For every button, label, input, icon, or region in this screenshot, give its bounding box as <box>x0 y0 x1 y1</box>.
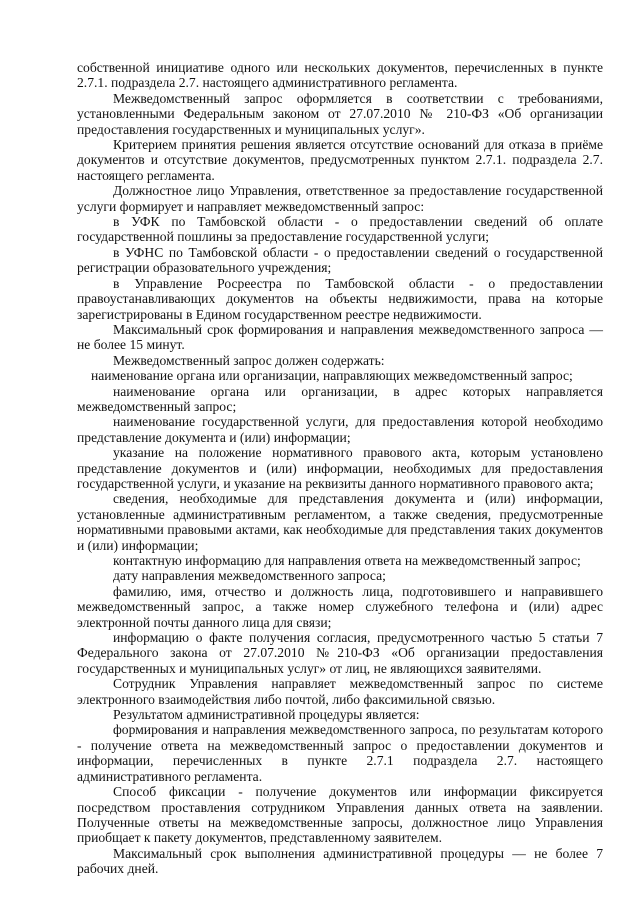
paragraph-3: Критерием принятия решения является отсутствие оснований для отказа в приёме документов и отсутствие документов, предусмотренных пунктом 2.7.1. подраздела 2.7. настоящего регламента. <box>77 137 603 183</box>
paragraph-17: фамилию, имя, отчество и должность лица, подготовившего и направившего межведомственный запрос, а также номер служебного телефона и (или) адрес электронной почты данного лица для связи; <box>77 583 603 630</box>
paragraph-5: в УФК по Тамбовской области - о предоставлении сведений об оплате государственной пошлины за предоставление государственной услуги; <box>77 214 603 245</box>
paragraph-12: наименование государственной услуги, для предоставления которой необходимо представление документа и (или) информации; <box>77 414 603 445</box>
paragraph-19: Сотрудник Управления направляет межведомственный запрос по системе электронного взаимодействия либо почтой, либо факсимильной связью. <box>77 676 603 707</box>
paragraph-7: в Управление Росреестра по Тамбовской области - о предоставлении правоустанавливающих документов на объекты недвижимости, права на которые зарегистрированы в Едином государственном реестре недвижимости. <box>77 275 603 322</box>
paragraph-2: Межведомственный запрос оформляется в соответствии с требованиями, установленными Федеральным законом от 27.07.2010 № 210-ФЗ «Об организации предоставления государственных и муниципальных услуг». <box>77 90 603 137</box>
paragraph-23: Максимальный срок выполнения административной процедуры — не более 7 рабочих дней. <box>77 845 603 877</box>
paragraph-6: в УФНС по Тамбовской области - о предоставлении сведений о государственной регистрации образовательного учреждения; <box>77 244 603 276</box>
paragraph-11: наименование органа или организации, в адрес которых направляется межведомственный запрос; <box>77 383 603 414</box>
paragraph-22: Способ фиксации - получение документов или информации фиксируется посредством проставления сотрудником Управления данных ответа на заявлении. Полученные ответы на межведомственные запросы, должностное лицо Управления приобщает к пакету документов, представленному заявителем. <box>77 784 603 846</box>
paragraph-1: собственной инициативе одного или нескольких документов, перечисленных в пункте 2.7.1. подраздела 2.7. настоящего административного регламента. <box>77 60 603 91</box>
paragraph-10: наименование органа или организации, направляющих межведомственный запрос; <box>91 368 573 384</box>
paragraph-21: формирования и направления межведомственного запроса, по результатам которого - получение ответа на межведомственный запрос о предоставлении документов и информации, перечисленных в пункте 2.7.1 подраздела 2.7. настоящего административного регламента. <box>77 722 603 784</box>
document-page <box>77 60 603 877</box>
paragraph-15: контактную информацию для направления ответа на межведомственный запрос; <box>113 553 581 568</box>
paragraph-4: Должностное лицо Управления, ответственное за предоставление государственной услуги формирует и направляет межведомственный запрос: <box>77 183 603 214</box>
paragraph-13: указание на положение нормативного правового акта, которым установлено представление документов и (или) информации, необходимых для предоставления государственной услуги, и указание на реквизиты данного нормативного правового акта; <box>77 445 603 491</box>
paragraph-18: информацию о факте получения согласия, предусмотренного частью 5 статьи 7 Федерального закона от 27.07.2010 №210-ФЗ «Об организации предоставления государственных и муниципальных услуг» от лиц, не являющихся заявителями. <box>77 630 603 676</box>
paragraph-8: Максимальный срок формирования и направления межведомственного запроса — не более 15 минут. <box>77 321 603 353</box>
paragraph-9: Межведомственный запрос должен содержать: <box>113 352 385 368</box>
paragraph-14: сведения, необходимые для представления документа и (или) информации, установленные административным регламентом, а также сведения, предусмотренные нормативными правовыми актами, как необходимые для представления таких документов и (или) информации; <box>77 491 603 553</box>
paragraph-20: Результатом административной процедуры является: <box>113 707 420 723</box>
paragraph-16: дату направления межведомственного запроса; <box>113 568 386 584</box>
